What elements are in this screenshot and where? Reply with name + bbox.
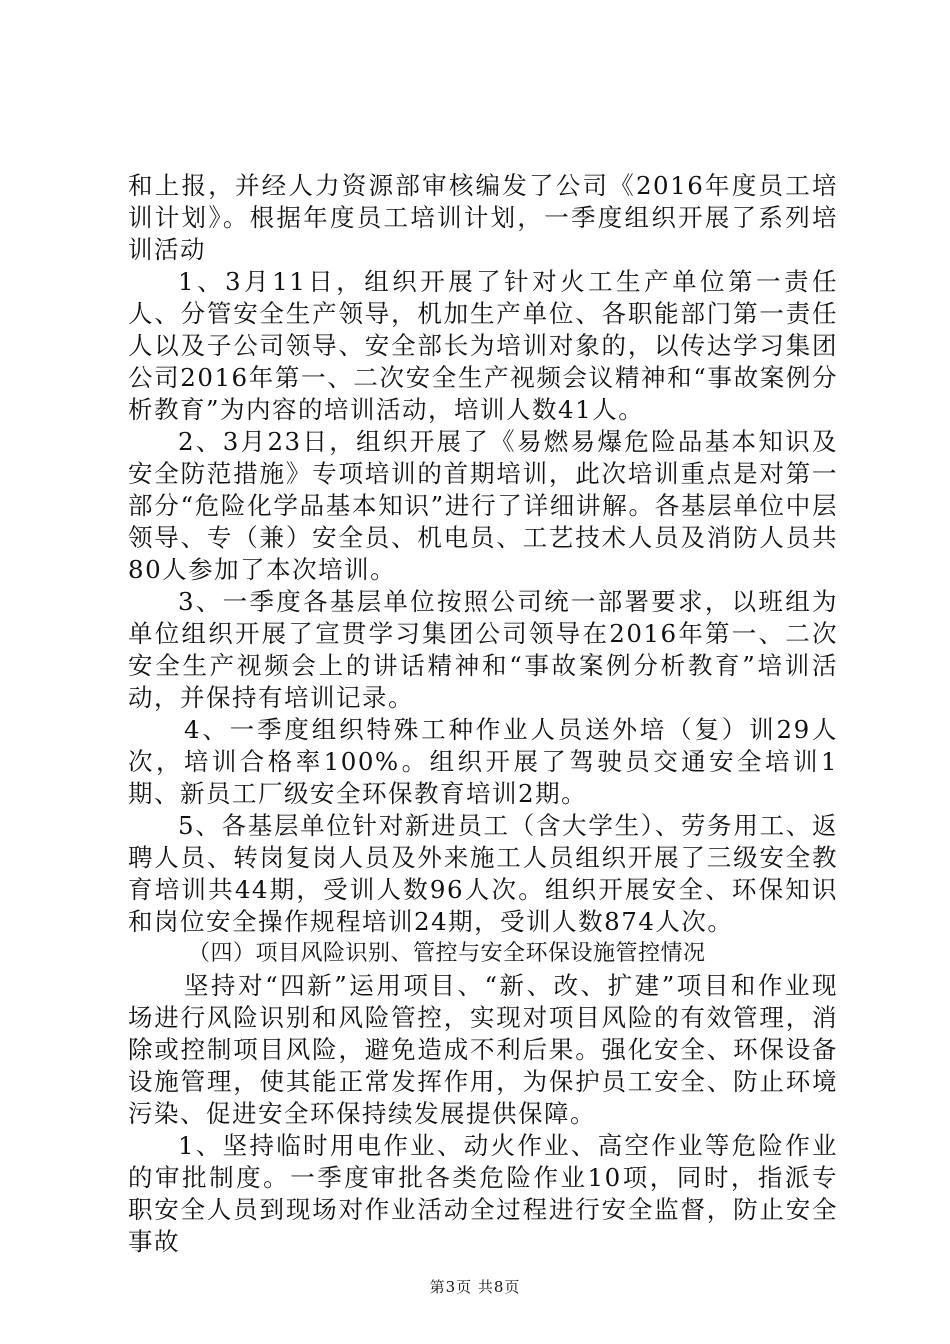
section-heading: （四）项目风险识别、管控与安全环保设施管控情况 (188, 941, 706, 966)
paragraph-item-3: 3、一季度各基层单位按照公司统一部署要求，以班组为单位组织开展了宣贯学习集团公司领导在2016年第一、二次安全生产视频会上的讲话精神和“事故案例分析教育”培训活动，并保持有培训记录。 (128, 587, 838, 712)
paragraph-item-4: 4、一季度组织特殊工种作业人员送外培（复）训29人次，培训合格率100%。组织开展了驾驶员交通安全培训1期、新员工厂级安全环保教育培训2期。 (128, 715, 838, 808)
paragraph-item-1-section4: 1、坚持临时用电作业、动火作业、高空作业等危险作业的审批制度。一季度审批各类危险作业10项，同时，指派专职安全人员到现场对作业活动全过程进行安全监督，防止安全事故 (128, 1131, 838, 1256)
paragraph-continuation: 和上报，并经人力资源部审核编发了公司《2016年度员工培训计划》。根据年度员工培训计划，一季度组织开展了系列培训活动 (128, 171, 838, 264)
page-footer: 第3页 共8页 (429, 1278, 521, 1296)
paragraph-section-intro: 坚持对“四新”运用项目、“新、改、扩建”项目和作业现场进行风险识别和风险管控，实现对项目风险的有效管理，消除或控制项目风险，避免造成不利后果。强化安全、环保设备设施管理，使其能正常发挥作用，为保护员工安全、防止环境污染、促进安全环保持续发展提供保障。 (128, 971, 838, 1128)
paragraph-item-5: 5、各基层单位针对新进员工（含大学生）、劳务用工、返聘人员、转岗复岗人员及外来施工人员组织开展了三级安全教育培训共44期，受训人数96人次。组织开展安全、环保知识和岗位安全操作规程培训24期，受训人数874人次。 (128, 811, 838, 936)
document-body (128, 170, 838, 1258)
paragraph-item-2: 2、3月23日，组织开展了《易燃易爆危险品基本知识及安全防范措施》专项培训的首期培训，此次培训重点是对第一部分“危险化学品基本知识”进行了详细讲解。各基层单位中层领导、专（兼）安全员、机电员、工艺技术人员及消防人员共80人参加了本次培训。 (128, 427, 838, 584)
paragraph-item-1: 1、3月11日，组织开展了针对火工生产单位第一责任人、分管安全生产领导，机加生产单位、各职能部门第一责任人以及子公司领导、安全部长为培训对象的，以传达学习集团公司2016年第一、二次安全生产视频会议精神和“事故案例分析教育”为内容的培训活动，培训人数41人。 (128, 267, 838, 424)
